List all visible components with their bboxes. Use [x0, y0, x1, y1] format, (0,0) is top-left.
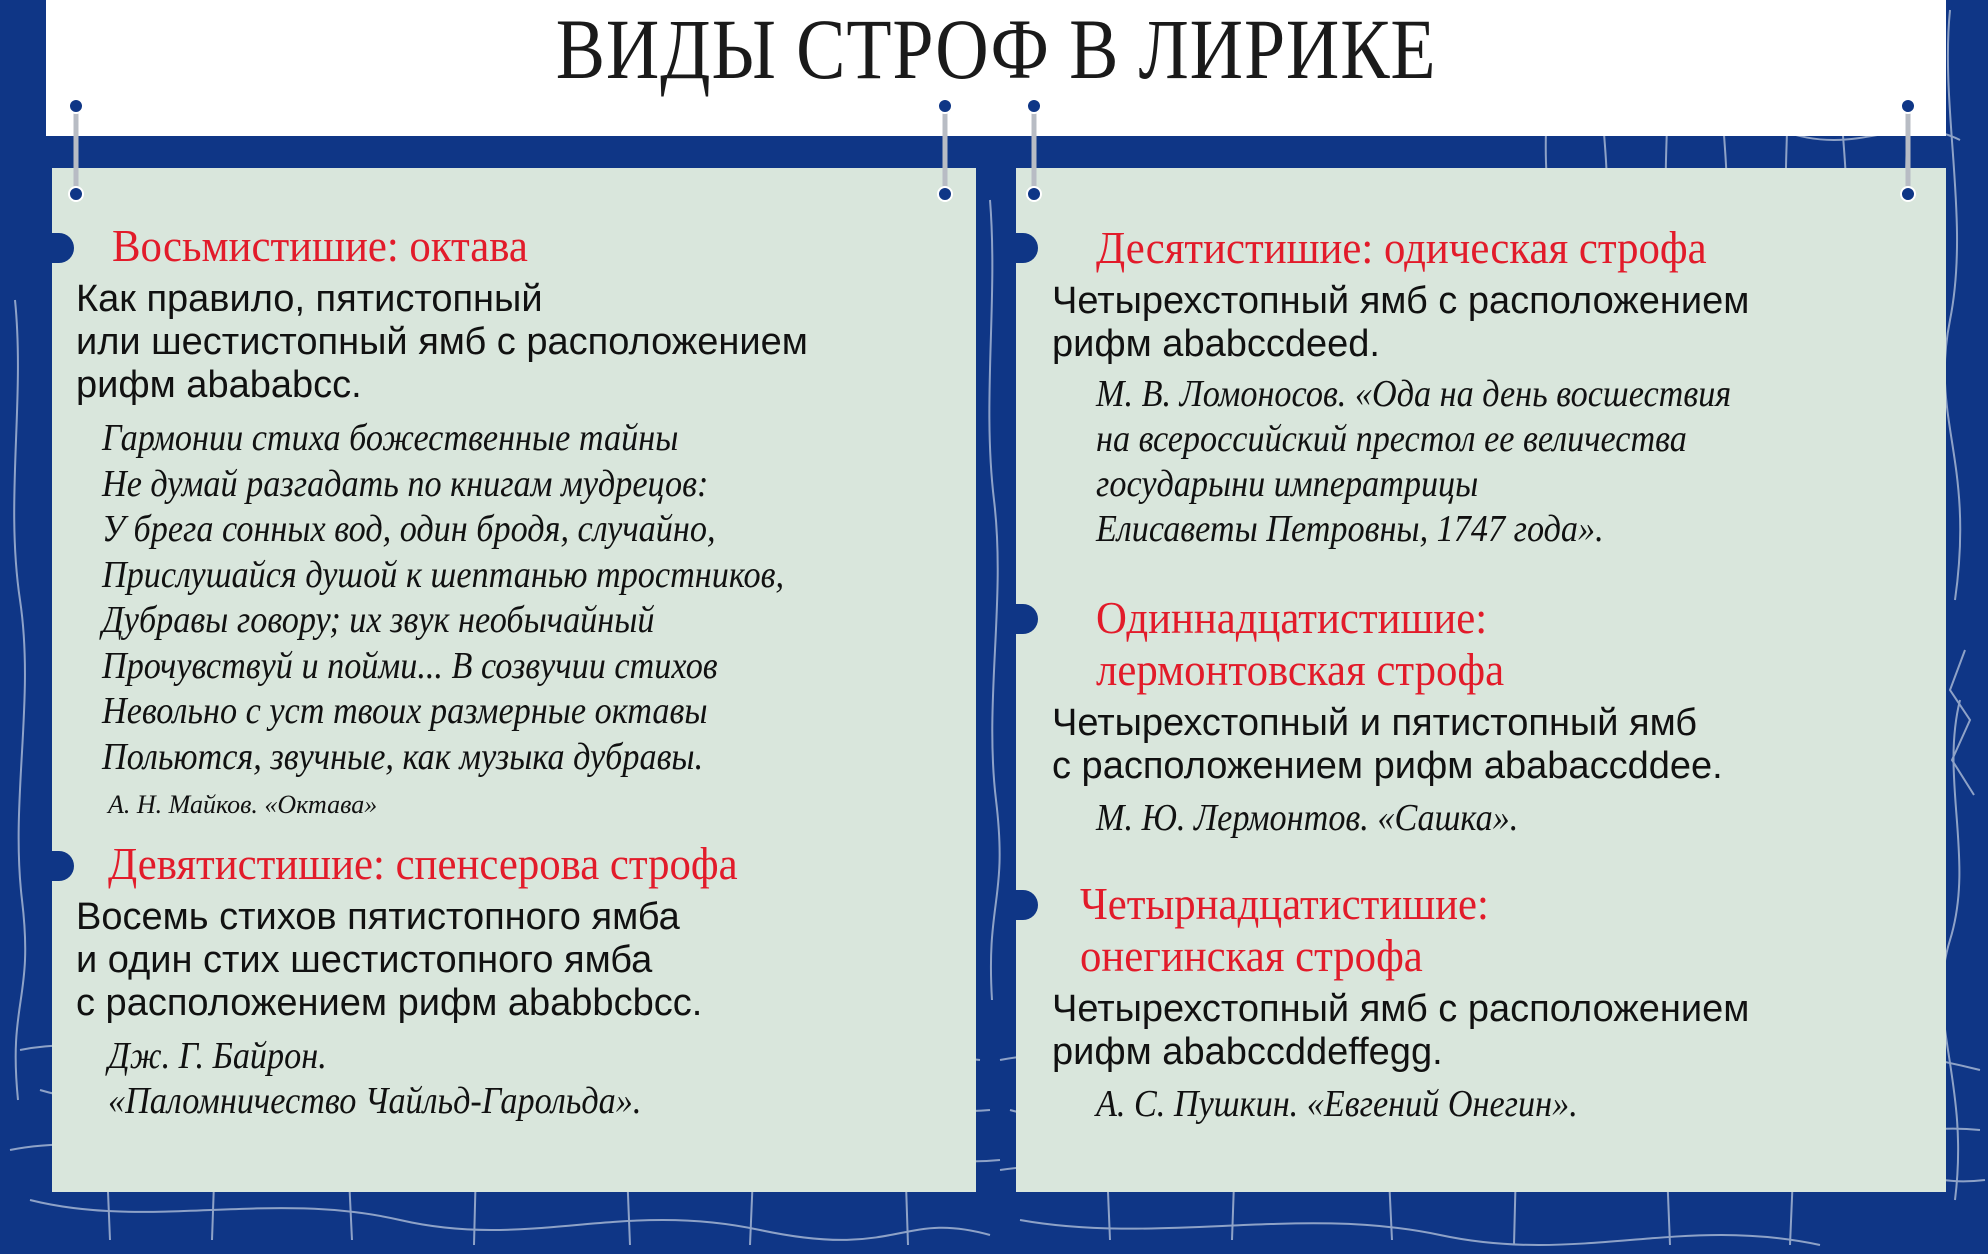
source-spenser: Дж. Г. Байрон. «Паломничество Чайльд-Гарольда».: [108, 1035, 642, 1122]
heading-lermontov-line1: Одиннадцатистишие:: [1096, 592, 1488, 643]
heading-octave: Восьмистишие: октава: [112, 220, 528, 271]
panel-left: [52, 168, 976, 1192]
pin-right-inner: [1024, 96, 1044, 206]
title-bar: [46, 0, 1946, 136]
page-title: ВИДЫ СТРОФ В ЛИРИКЕ: [555, 1, 1437, 97]
description-lermontov: Четырехстопный и пятистопный ямб с расположением рифм ababaccddee.: [1052, 702, 1723, 787]
panel-right: [1016, 168, 1946, 1192]
description-odic: Четырехстопный ямб с расположением рифм ababccdeed.: [1052, 280, 1750, 365]
pin-left-inner: [935, 96, 955, 206]
heading-onegin-line2: онегинская строфа: [1080, 930, 1423, 981]
source-onegin: А. С. Пушкин. «Евгений Онегин».: [1096, 1083, 1578, 1125]
bullet-lermontov: [1012, 604, 1038, 634]
heading-onegin-line1: Четырнадцатистишие:: [1080, 878, 1489, 929]
description-onegin: Четырехстопный ямб с расположением рифм ababccddeffegg.: [1052, 988, 1750, 1073]
bullet-odic: [1012, 233, 1038, 263]
verse-octave: Гармонии стиха божественные тайны Не думай разгадать по книгам мудрецов: У брега сонных вод, один бродя, случайно, Прислушайся душой к шептанью тростников, Дубравы говору; их звук необычайный Прочувствуй и пойми... В созвучии стихов Невольно с уст твоих размерные октавы Польются, звучные, как музыка дубравы.: [102, 417, 785, 778]
source-odic: М. В. Ломоносов. «Ода на день восшествия на всероссийский престол ее величества государыни императрицы Елисаветы Петровны, 1747 года».: [1096, 373, 1732, 550]
bullet-spenser: [48, 851, 74, 881]
source-lermontov: М. Ю. Лермонтов. «Сашка».: [1096, 797, 1519, 839]
pin-left-outer: [66, 96, 86, 206]
heading-lermontov-line2: лермонтовская строфа: [1096, 644, 1505, 695]
bullet-octave: [48, 233, 74, 263]
description-spenser: Восемь стихов пятистопного ямба и один стих шестистопного ямба с расположением рифм ababbcbcc.: [76, 896, 703, 1024]
pin-right-outer: [1898, 96, 1918, 206]
credit-octave: А. Н. Майков. «Октава»: [108, 790, 378, 819]
heading-spenser: Девятистишие: спенсерова строфа: [108, 838, 738, 889]
bullet-onegin: [1012, 890, 1038, 920]
heading-odic: Десятистишие: одическая строфа: [1096, 222, 1707, 273]
description-octave: Как правило, пятистопный или шестистопный ямб с расположением рифм abababcc.: [76, 278, 808, 406]
